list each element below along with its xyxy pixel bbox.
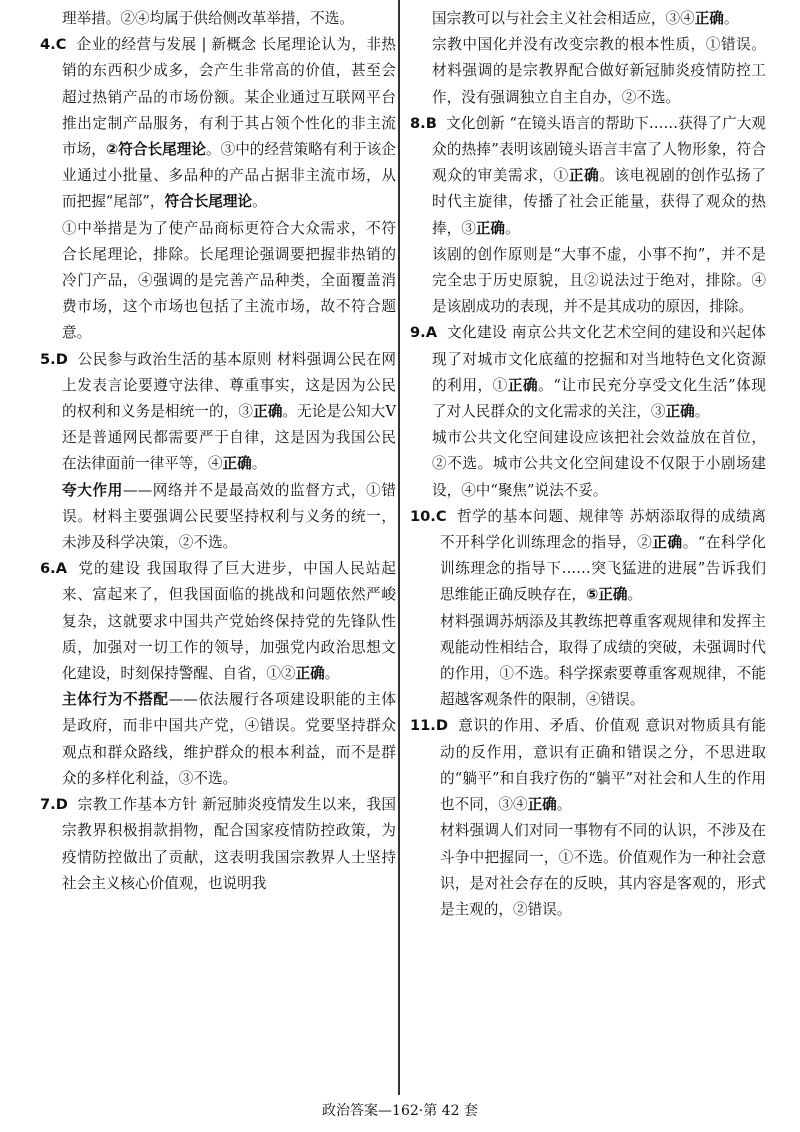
trap-label: 主体行为不搭配 [62,691,169,709]
answer-10-note: 材料强调苏炳添及其教练把尊重客观规律和发挥主观能动性相结合，取得了成绩的突破，未强调时代的作用，①不选。科学探索要尊重客观规律，不能超越客观条件的限制，④错误。 [440,612,766,709]
correct-mark: 正确 [475,219,505,237]
correct-mark: 符合长尾理论 [164,193,253,211]
answer-5: 5.D 公民参与政治生活的基本原则 材料强调公民在网上发表言论要遵守法律、尊重事实，这是因为公民的权利和义务是相统一的，③正确。无论是公知大V还是普通网民都需要严于自律，这是因为我国公民在法律面前一律平等，④正确。 [40,350,396,473]
correct-mark: 正确 [568,167,600,185]
correct-mark: 正确 [652,534,683,552]
correct-mark: 正确 [222,455,252,473]
answer-4: 4.C 企业的经营与发展 | 新概念 长尾理论认为，非热销的东西积少成多，会产生非常高的价值，甚至会超过热销产品的市场份额。某企业通过互联网平台推出定制产品服务，有利于其占领个性化的非主流市场，②符合长尾理论。③中的经营策略有利于该企业通过小批量、多品种的产品占据非主流市场，从而把握“尾部”，符合长尾理论。 [40,36,396,211]
answer-7: 7.D 宗教工作基本方针 新冠肺炎疫情发生以来，我国宗教界积极捐款捐物，配合国家疫情防控政策，为疫情防控做出了贡献，这表明我国宗教界人士坚持社会主义核心价值观，也说明我 [40,796,396,892]
answer-9: 9.A 文化建设 南京公共文化艺术空间的建设和兴起体现了对城市文化底蕴的挖掘和对当地特色文化资源的利用，①正确。“让市民充分享受文化生活”体现了对人民群众的文化需求的关注，③正确。 [410,324,766,421]
carryover-text: 理举措。②④均属于供给侧改革举措，不选。 [62,10,354,27]
correct-mark: 正确 [694,10,724,27]
correct-mark: ②符合长尾理论 [105,141,206,159]
answer-5-note: 夸大作用——网络并不是最高效的监督方式，①错误。材料主要强调公民要坚持权利与义务的统一，未涉及科学决策，②不选。 [62,481,396,552]
answer-6-number: 6.A [40,560,67,578]
correct-mark: 正确 [665,403,695,421]
correct-mark: ⑤正确 [585,586,628,604]
answer-4-number: 4.C [40,36,67,54]
left-column [40,6,396,897]
answer-4-concept: 新概念 长尾理论 [211,36,322,54]
page-footer: 政治答案—162·第 42 套 [322,1103,478,1119]
answer-6-note: 主体行为不搭配——依法履行各项建设职能的主体是政府，而非中国共产党，④错误。党要坚持群众观点和群众路线，维护群众的根本利益，而不是群众的多样化利益，③不选。 [62,691,396,787]
answer-7-continued: 国宗教可以与社会主义社会相适应，③④正确。 [432,10,739,27]
answer-7-note: 宗教中国化并没有改变宗教的根本性质，①错误。材料强调的是宗教界配合做好新冠肺炎疫情防控工作，没有强调独立自主自办，②不选。 [432,36,766,106]
answer-5-number: 5.D [40,350,68,368]
correct-mark: 正确 [295,665,325,683]
correct-mark: 正确 [527,796,557,814]
answer-4-topic: 企业的经营与发展 [76,36,197,54]
right-column [410,6,766,923]
column-divider [398,0,400,1095]
trap-label: 夸大作用 [62,481,123,499]
answer-9-number: 9.A [410,324,437,342]
correct-mark: 正确 [253,403,283,421]
answer-10-number: 10.C [410,507,447,525]
answer-11-note: 材料强调人们对同一事物有不同的认识，不涉及在斗争中把握同一，①不选。价值观作为一种社会意识，是对社会存在的反映，其内容是客观的，形式是主观的，②错误。 [440,822,766,918]
answer-7-number: 7.D [40,796,68,814]
answer-8-note: 该剧的创作原则是“大事不虚，小事不拘”，并不是完全忠于历史原貌，且②说法过于绝对，排除。④是该剧成功的表现，并不是其成功的原因，排除。 [432,245,766,316]
answer-11: 11.D 意识的作用、矛盾、价值观 意识对物质具有能动的反作用，意识有正确和错误之分，不思进取的“躺平”和自我疗伤的“躺平”对社会和人生的作用也不同，③④正确。 [410,717,766,814]
answer-4-note: ①中举措是为了使产品商标更符合大众需求，不符合长尾理论，排除。长尾理论强调要把握非热销的冷门产品，④强调的是完善产品种类，全面覆盖消费市场，这个市场也包括了主流市场，故不符合题意。 [62,219,396,342]
answer-11-number: 11.D [410,717,448,735]
correct-mark: 正确 [507,376,539,394]
answer-8: 8.B 文化创新 “在镜头语言的帮助下……获得了广大观众的热捧”表明该剧镜头语言丰富了人物形象，符合观众的审美需求，①正确。该电视剧的创作弘扬了时代主旋律，传播了社会正能量，获得了观众的热捧，③正确。 [410,114,767,237]
answer-8-number: 8.B [410,114,437,132]
answer-9-note: 城市公共文化空间建设应该把社会效益放在首位，②不选。城市公共文化空间建设不仅限于小剧场建设，④中“聚焦”说法不妥。 [432,429,766,499]
answer-6: 6.A 党的建设 我国取得了巨大进步，中国人民站起来、富起来了，但我国面临的挑战和问题依然严峻复杂，这就要求中国共产党始终保持党的先锋队性质，加强对一切工作的领导，加强党内政治思想文化建设，时刻保持警醒、自省，①②正确。 [40,560,396,683]
answer-10: 10.C 哲学的基本问题、规律等 苏炳添取得的成绩离不开科学化训练理念的指导，②正确。“在科学化训练理念的指导下……突飞猛进的进展”告诉我们思维能正确反映存在，⑤正确。 [410,507,766,604]
